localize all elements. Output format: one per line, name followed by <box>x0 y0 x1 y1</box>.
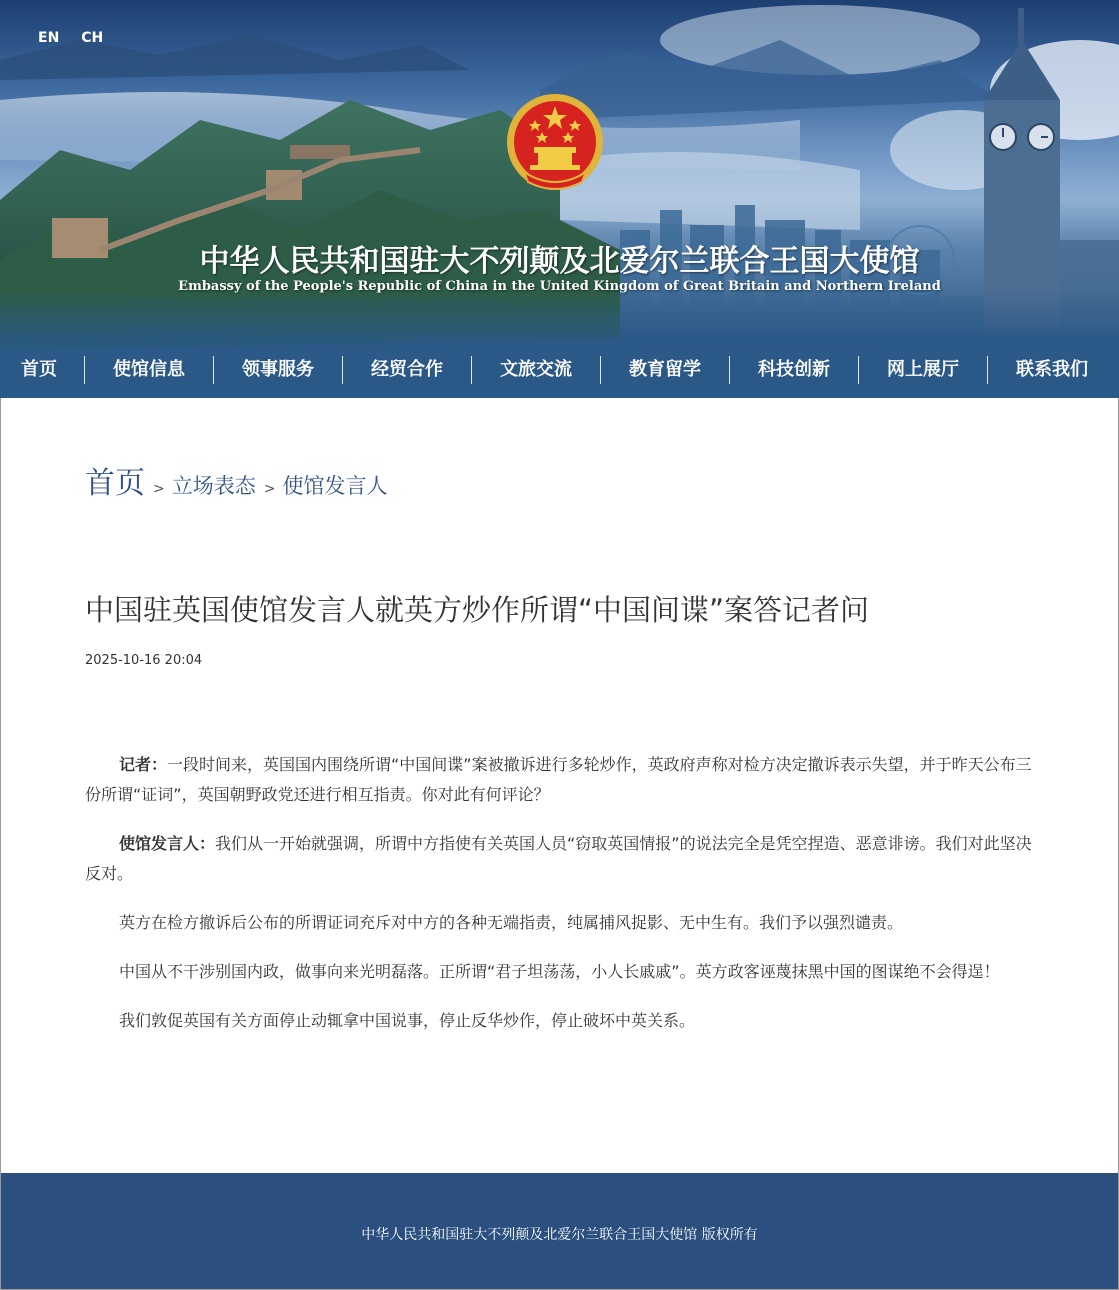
article-date: 2025-10-16 20:04 <box>85 653 203 668</box>
nav-item-contact-us[interactable]: 联系我们 <box>1016 359 1088 380</box>
breadcrumb-home-link[interactable]: 首页 <box>85 466 145 501</box>
article-paragraph <box>85 957 1035 987</box>
header-scenery <box>0 0 1119 398</box>
site-title: 中华人民共和国驻大不列颠及北爱尔兰联合王国大使馆 <box>199 244 920 279</box>
nav-item-embassy-info[interactable]: 使馆信息 <box>113 359 185 380</box>
lang-en-link[interactable]: EN <box>38 30 60 46</box>
paragraph-text: 英方在检方撤诉后公布的所谓证词充斥对中方的各种无端指责，纯属捕风捉影、无中生有。我们予以强烈谴责。 <box>119 913 904 932</box>
nav-item-science-tech[interactable]: 科技创新 <box>758 359 830 380</box>
article-body <box>85 750 1035 1055</box>
speaker-label: 记者： <box>119 755 168 774</box>
article-paragraph <box>85 829 1035 889</box>
nav-item-online-exhibition[interactable]: 网上展厅 <box>887 359 959 380</box>
paragraph-text: 中国从不干涉别国内政，做事向来光明磊落。正所谓“君子坦荡荡，小人长戚戚”。英方政客诬蔑抹黑中国的图谋绝不会得逞！ <box>119 962 1000 981</box>
paragraph-text: 一段时间来，英国国内围绕所谓“中国间谍”案被撤诉进行多轮炒作，英政府声称对检方决定撤诉表示失望，并于昨天公布三份所谓“证词”，英国朝野政党还进行相互指责。你对此有何评论？ <box>85 755 1032 804</box>
breadcrumb <box>85 458 388 501</box>
article-paragraph <box>85 1006 1035 1036</box>
breadcrumb-spokesperson-link[interactable]: 使馆发言人 <box>282 474 388 498</box>
site-subtitle: Embassy of the People's Republic of China in the United Kingdom of Great Britain and Northern Ireland <box>178 279 941 294</box>
nav-item-culture-tourism[interactable]: 文旅交流 <box>500 359 572 380</box>
paragraph-text: 我们从一开始就强调，所谓中方指使有关英国人员“窃取英国情报”的说法完全是凭空捏造、恶意诽谤。我们对此坚决反对。 <box>85 834 1032 883</box>
speaker-label: 使馆发言人： <box>119 834 216 853</box>
nav-item-education[interactable]: 教育留学 <box>629 359 701 380</box>
site-header <box>0 0 1119 398</box>
breadcrumb-positions-link[interactable]: 立场表态 <box>171 474 256 498</box>
nav-item-home[interactable]: 首页 <box>21 359 57 380</box>
lang-ch-link[interactable]: CH <box>81 30 104 46</box>
breadcrumb-separator: > <box>263 481 276 497</box>
article-paragraph <box>85 750 1035 810</box>
site-footer <box>1 1173 1118 1289</box>
main-nav <box>0 342 1119 398</box>
language-switch <box>38 30 103 46</box>
article-title: 中国驻英国使馆发言人就英方炒作所谓“中国间谍”案答记者问 <box>85 593 870 627</box>
article-paragraph <box>85 908 1035 938</box>
paragraph-text: 我们敦促英国有关方面停止动辄拿中国说事，停止反华炒作，停止破坏中英关系。 <box>119 1011 696 1030</box>
nav-item-consular-services[interactable]: 领事服务 <box>242 359 314 380</box>
footer-copyright: 中华人民共和国驻大不列颠及北爱尔兰联合王国大使馆 版权所有 <box>361 1227 758 1243</box>
breadcrumb-separator: > <box>153 481 165 497</box>
national-emblem-icon <box>504 92 606 196</box>
nav-item-trade[interactable]: 经贸合作 <box>371 359 443 380</box>
